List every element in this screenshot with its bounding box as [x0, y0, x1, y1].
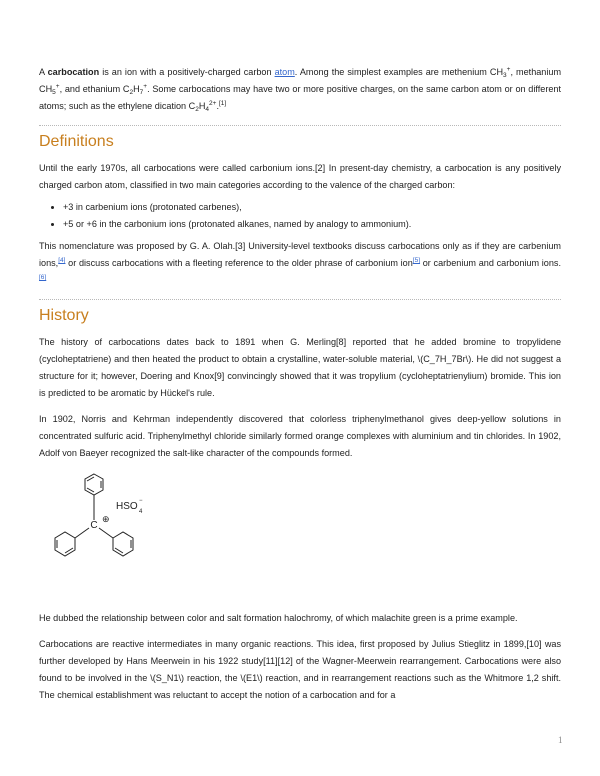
subscript: 3 [503, 72, 507, 79]
citation-ref: [1] [218, 100, 227, 107]
history-paragraph: Carbocations are reactive intermediates in many organic reactions. This idea, first proposed by Julius Stieglitz in 1899,[10] was further developed by Hans Meerwein in his 1922 study[11][12] of the Wagner-Meerwein rearrangement. Carbocations were also found to be involved in the \(S_N1\) reaction, the \(E1\) reaction, and in rearrangement reactions such as the Whitmore 1,2 shift. The chemical establishment was reluctant to accept the notion of a carbocation and for a [39, 639, 561, 700]
superscript: 2+ [209, 100, 217, 107]
section-divider [39, 299, 561, 300]
section-divider [39, 125, 561, 126]
body-text: or carbenium and carbonium ions. [420, 258, 561, 268]
triphenylmethyl-structure [44, 472, 154, 564]
valence-list [39, 199, 561, 233]
subscript: 4 [205, 106, 210, 113]
intro-text: , methanium CH [39, 67, 562, 94]
definitions-paragraph: Until the early 1970s, all carbocations were called carbonium ions.[2] In present-day chemistry, a carbocation is any positively charged carbon atom, classified in two main categories according to the valence of the charged carbon: [39, 163, 561, 190]
phenyl-ring-left [55, 532, 75, 556]
anion-charge: − [139, 498, 143, 504]
superscript: + [506, 66, 511, 73]
bond-right [99, 528, 113, 538]
intro-text: , and ethanium C [59, 84, 130, 94]
nomenclature-paragraph [39, 238, 561, 289]
citation-link[interactable]: [5] [412, 257, 421, 264]
subscript: 5 [52, 89, 56, 96]
intro-text: H [133, 84, 140, 94]
citation-link[interactable]: [6] [39, 274, 47, 281]
intro-text: . Some carbocations may have two or more positive charges, on the same carbon atom or on different atoms; such as the ethylene dication C [39, 84, 561, 111]
central-carbon-label: C [90, 520, 98, 531]
list-item: • +3 in carbenium ions (protonated carbenes), [63, 199, 561, 216]
intro-text: is an ion with a positively-charged carbon [99, 67, 275, 77]
history-paragraph: In 1902, Norris and Kehrman independently discovered that colorless triphenylmethanol gives deep-yellow solutions in concentrated sulfuric acid. Triphenylmethyl chloride similarly formed orange complexes with aluminium and tin chlorides. In 1902, Adolf von Baeyer recognized the salt-like character of the compounds formed. [39, 414, 561, 458]
subscript: 7 [139, 89, 144, 96]
body-text: or discuss carbocations with a fleeting reference to the older phrase of carbonium ion [65, 258, 413, 268]
subscript: 2 [195, 106, 199, 113]
page-number: 1 [558, 735, 563, 745]
intro-text: A [39, 67, 48, 77]
intro-text: H [198, 101, 206, 111]
section-heading-history: History [39, 307, 89, 324]
phenyl-ring-right [113, 532, 133, 556]
anion-subscript: 4 [139, 509, 143, 515]
intro-text: . Among the simplest examples are methenium CH [294, 67, 504, 77]
anion-label: HSO [116, 501, 138, 512]
phenyl-ring-top [85, 474, 103, 495]
bond-left [75, 528, 89, 538]
intro-paragraph [39, 64, 561, 115]
positive-charge-symbol: ⊕ [102, 514, 110, 524]
document-page [39, 62, 561, 704]
term-carbocation: carbocation [47, 67, 100, 77]
history-paragraph: He dubbed the relationship between color and salt formation halochromy, of which malachite green is a prime example. [39, 613, 518, 623]
body-text: This nomenclature was proposed by G. A. Olah.[3] University-level textbooks discuss carbocations only as if they are carbenium ions, [39, 241, 561, 268]
list-item: • +5 or +6 in the carbonium ions (protonated alkanes, named by analogy to ammonium). [63, 216, 561, 233]
intro-text: . [216, 101, 219, 111]
atom-link[interactable]: atom [274, 67, 295, 77]
section-heading-definitions: Definitions [39, 133, 114, 150]
superscript: + [55, 83, 60, 90]
subscript: 2 [129, 89, 134, 96]
superscript: + [143, 83, 148, 90]
citation-link[interactable]: [4] [58, 257, 66, 264]
history-paragraph: The history of carbocations dates back to 1891 when G. Merling[8] reported that he added bromine to tropylidene (cycloheptatriene) and then heated the product to obtain a crystalline, water-soluble material, \(C_7H_7Br\). He did not suggest a structure for it; however, Doering and Knox[9] convincingly showed that it was tropylium (cycloheptatrienylium) bromide. This ion is predicted to be aromatic by Hückel's rule. [39, 337, 561, 398]
